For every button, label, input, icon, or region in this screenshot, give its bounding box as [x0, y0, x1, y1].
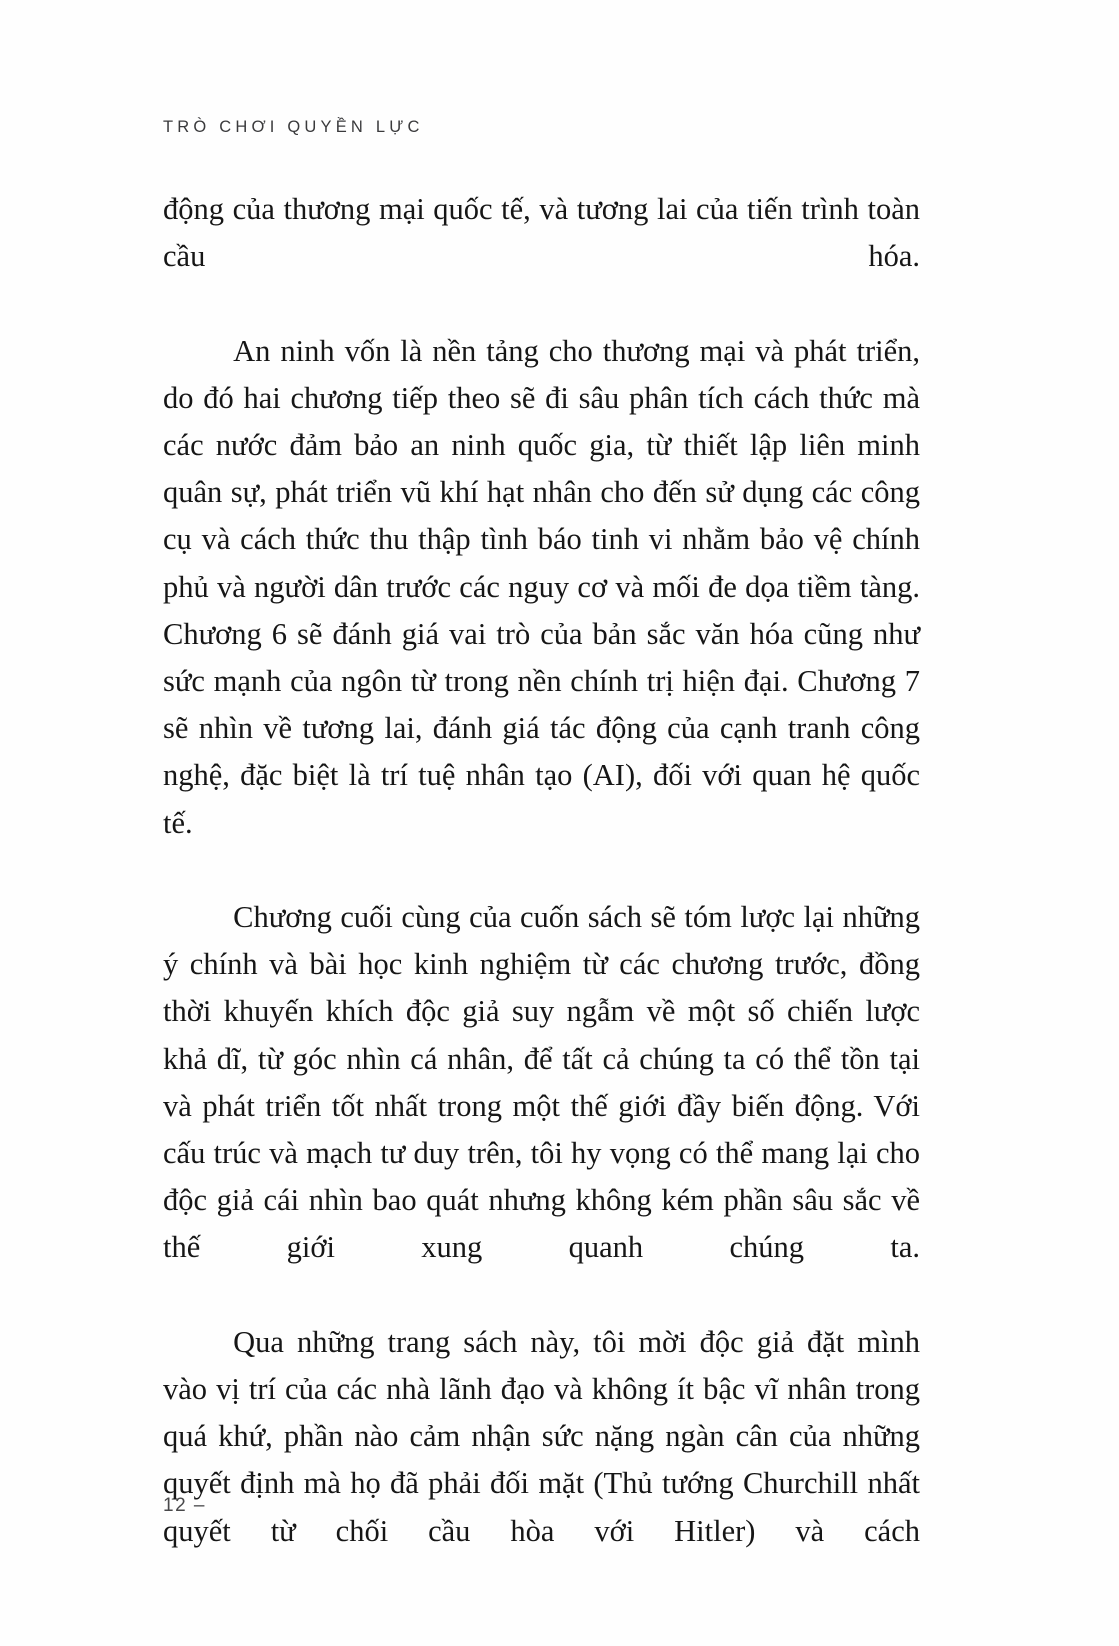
paragraph: Qua những trang sách này, tôi mời độc giả đặt mình vào vị trí của các nhà lãnh đạo và không ít bậc vĩ nhân trong quá khứ, phần nào cảm nhận sức nặng ngàn cân của những quyết định mà họ đã phải đối mặt (Thủ tướng Churchill nhất quyết từ chối cầu hòa với Hitler) và cách [163, 1324, 920, 1548]
paragraph: động của thương mại quốc tế, và tương lai của tiến trình toàn cầu hóa. [163, 192, 920, 274]
body-text-block [163, 186, 920, 1602]
page-number: 12 – [163, 1495, 206, 1516]
running-header: TRÒ CHƠI QUYỀN LỰC [163, 118, 424, 136]
paragraph: Chương cuối cùng của cuốn sách sẽ tóm lược lại những ý chính và bài học kinh nghiệm từ các chương trước, đồng thời khuyến khích độc giả suy ngẫm về một số chiến lược khả dĩ, từ góc nhìn cá nhân, để tất cả chúng ta có thể tồn tại và phát triển tốt nhất trong một thế giới đầy biến động. Với cấu trúc và mạch tư duy trên, tôi hy vọng có thể mang lại cho độc giả cái nhìn bao quát nhưng không kém phần sâu sắc về thế giới xung quanh chúng ta. [163, 900, 920, 1265]
paragraph: An ninh vốn là nền tảng cho thương mại và phát triển, do đó hai chương tiếp theo sẽ đi sâu phân tích cách thức mà các nước đảm bảo an ninh quốc gia, từ thiết lập liên minh quân sự, phát triển vũ khí hạt nhân cho đến sử dụng các công cụ và cách thức thu thập tình báo tinh vi nhằm bảo vệ chính phủ và người dân trước các nguy cơ và mối đe dọa tiềm tàng. Chương 6 sẽ đánh giá vai trò của bản sắc văn hóa cũng như sức mạnh của ngôn từ trong nền chính trị hiện đại. Chương 7 sẽ nhìn về tương lai, đánh giá tác động của cạnh tranh công nghệ, đặc biệt là trí tuệ nhân tạo (AI), đối với quan hệ quốc tế. [163, 333, 920, 840]
